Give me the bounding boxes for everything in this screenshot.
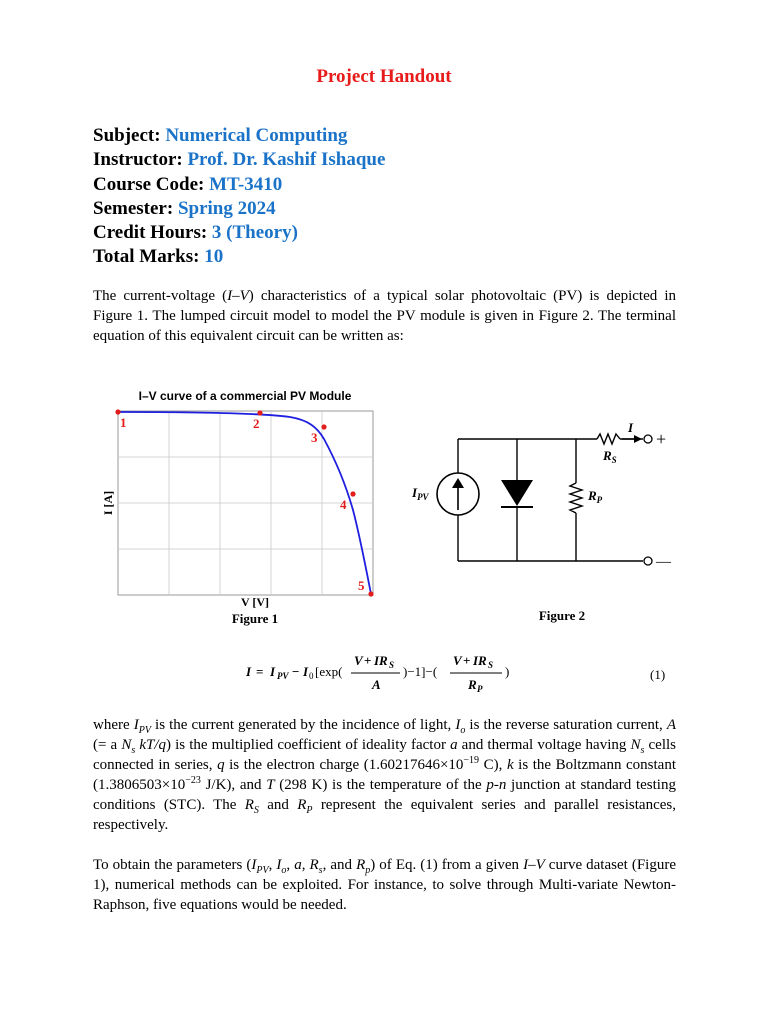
svg-text:V: V xyxy=(354,653,363,668)
point-5-marker xyxy=(368,591,373,596)
info-instructor xyxy=(93,148,385,172)
info-value: 10 xyxy=(204,246,224,268)
point-2-marker xyxy=(257,410,262,415)
definitions-paragraph: where $I_{PV}$ is the current generated by the incidence of light, $I_o$ is the reverse saturation current, A (= a $N_s$ kT/q) is the multiplied coefficient of ideality factor a and thermal voltage having $N_s$ cells connected in series, q is the electron charge ($1.60217646\times 10^{-19}$ C), k is the Boltzmann constant ($1.3806503\times 10^{-23}$ J/K), and T (298 K) is the temperature of the p-n junction at standard testing conditions (STC). The $R_S$ and $R_P$ represent the equivalent series and parallel resistances, respectively. xyxy=(93,717,676,833)
figure-2-caption: Figure 2 xyxy=(538,608,586,623)
point-5-label: 5 xyxy=(358,578,365,593)
svg-text:+: + xyxy=(463,653,471,668)
svg-text:PV: PV xyxy=(277,671,289,681)
info-label: Total Marks: xyxy=(93,246,200,268)
rs-resistor xyxy=(597,434,620,444)
current-source xyxy=(437,473,479,515)
svg-text:I: I xyxy=(303,664,309,679)
i-label: I xyxy=(628,420,634,435)
info-label: Course Code: xyxy=(93,173,205,195)
svg-text:−: − xyxy=(292,664,300,679)
point-1-marker xyxy=(115,409,120,414)
x-axis-label: V [V] xyxy=(240,595,270,609)
svg-text:P: P xyxy=(477,684,483,694)
current-arrow-icon xyxy=(634,435,642,443)
y-axis-label: I [A] xyxy=(101,490,115,516)
figure-1-iv-curve xyxy=(95,383,395,633)
figure-2-circuit xyxy=(410,420,690,628)
svg-text:R: R xyxy=(468,677,477,692)
svg-text:IR: IR xyxy=(374,653,388,668)
page-title: Project Handout xyxy=(316,66,452,87)
info-label: Instructor: xyxy=(93,149,183,171)
info-label: Credit Hours: xyxy=(93,222,208,244)
point-1-label: 1 xyxy=(120,415,127,430)
info-value: 3 (Theory) xyxy=(211,222,298,244)
svg-text:A: A xyxy=(372,677,381,692)
point-3-marker xyxy=(321,424,326,429)
rs-label: $R_S$ xyxy=(603,448,617,465)
svg-text:0: 0 xyxy=(309,671,314,681)
svg-text:): ) xyxy=(505,664,510,679)
info-semester xyxy=(93,197,385,221)
minus-sign: — xyxy=(656,554,671,570)
svg-text:)−1]−(: )−1]−( xyxy=(403,664,438,679)
svg-text:=: = xyxy=(256,664,264,679)
figure-1-title: I–V curve of a commercial PV Module xyxy=(138,389,352,403)
svg-text:IR: IR xyxy=(473,653,487,668)
intro-paragraph: The current-voltage (I–V) characteristics of a typical solar photovoltaic (PV) is depicted in Figure 1. The lumped circuit model to model the PV module is given in Figure 2. The terminal equation of this equivalent circuit can be written as: xyxy=(93,288,676,344)
method-paragraph: To obtain the parameters ($I_{PV}$, $I_o$, a, $R_s$, and $R_p$) of Eq. (1) from a given I–V curve dataset (Figure 1), numerical methods can be exploited. For instance, to solve through Multi-variate Newton-Raphson, five equations would be needed. xyxy=(93,857,676,913)
figure-1-caption: Figure 1 xyxy=(231,611,279,626)
equation-number: (1) xyxy=(650,667,666,682)
course-info xyxy=(93,124,385,270)
info-credit-hours xyxy=(93,221,385,245)
point-4-marker xyxy=(350,491,355,496)
point-2-label: 2 xyxy=(253,416,260,431)
info-value: MT-3410 xyxy=(209,173,283,195)
svg-text:I: I xyxy=(270,664,276,679)
svg-text:I: I xyxy=(246,664,252,679)
info-subject xyxy=(93,124,385,148)
svg-text:[exp(: [exp( xyxy=(315,664,343,679)
svg-text:V: V xyxy=(453,653,462,668)
info-value: Prof. Dr. Kashif Ishaque xyxy=(187,149,386,171)
svg-text:+: + xyxy=(364,653,372,668)
ipv-label: $I_{PV}$ xyxy=(412,485,429,502)
plus-sign: + xyxy=(656,429,667,449)
rp-label: $R_P$ xyxy=(588,488,603,505)
point-4-label: 4 xyxy=(340,497,347,512)
point-3-label: 3 xyxy=(311,430,318,445)
svg-text:S: S xyxy=(488,660,494,670)
svg-text:S: S xyxy=(389,660,395,670)
info-label: Subject: xyxy=(93,125,161,146)
negative-terminal xyxy=(644,557,652,565)
diode xyxy=(501,480,533,507)
info-value: Numerical Computing xyxy=(165,125,348,146)
info-total-marks xyxy=(93,245,385,269)
rp-resistor xyxy=(570,483,582,513)
info-course-code xyxy=(93,173,385,197)
info-label: Semester: xyxy=(93,197,174,219)
equation-1 xyxy=(240,648,570,694)
positive-terminal xyxy=(644,435,652,443)
info-value: Spring 2024 xyxy=(177,197,276,219)
